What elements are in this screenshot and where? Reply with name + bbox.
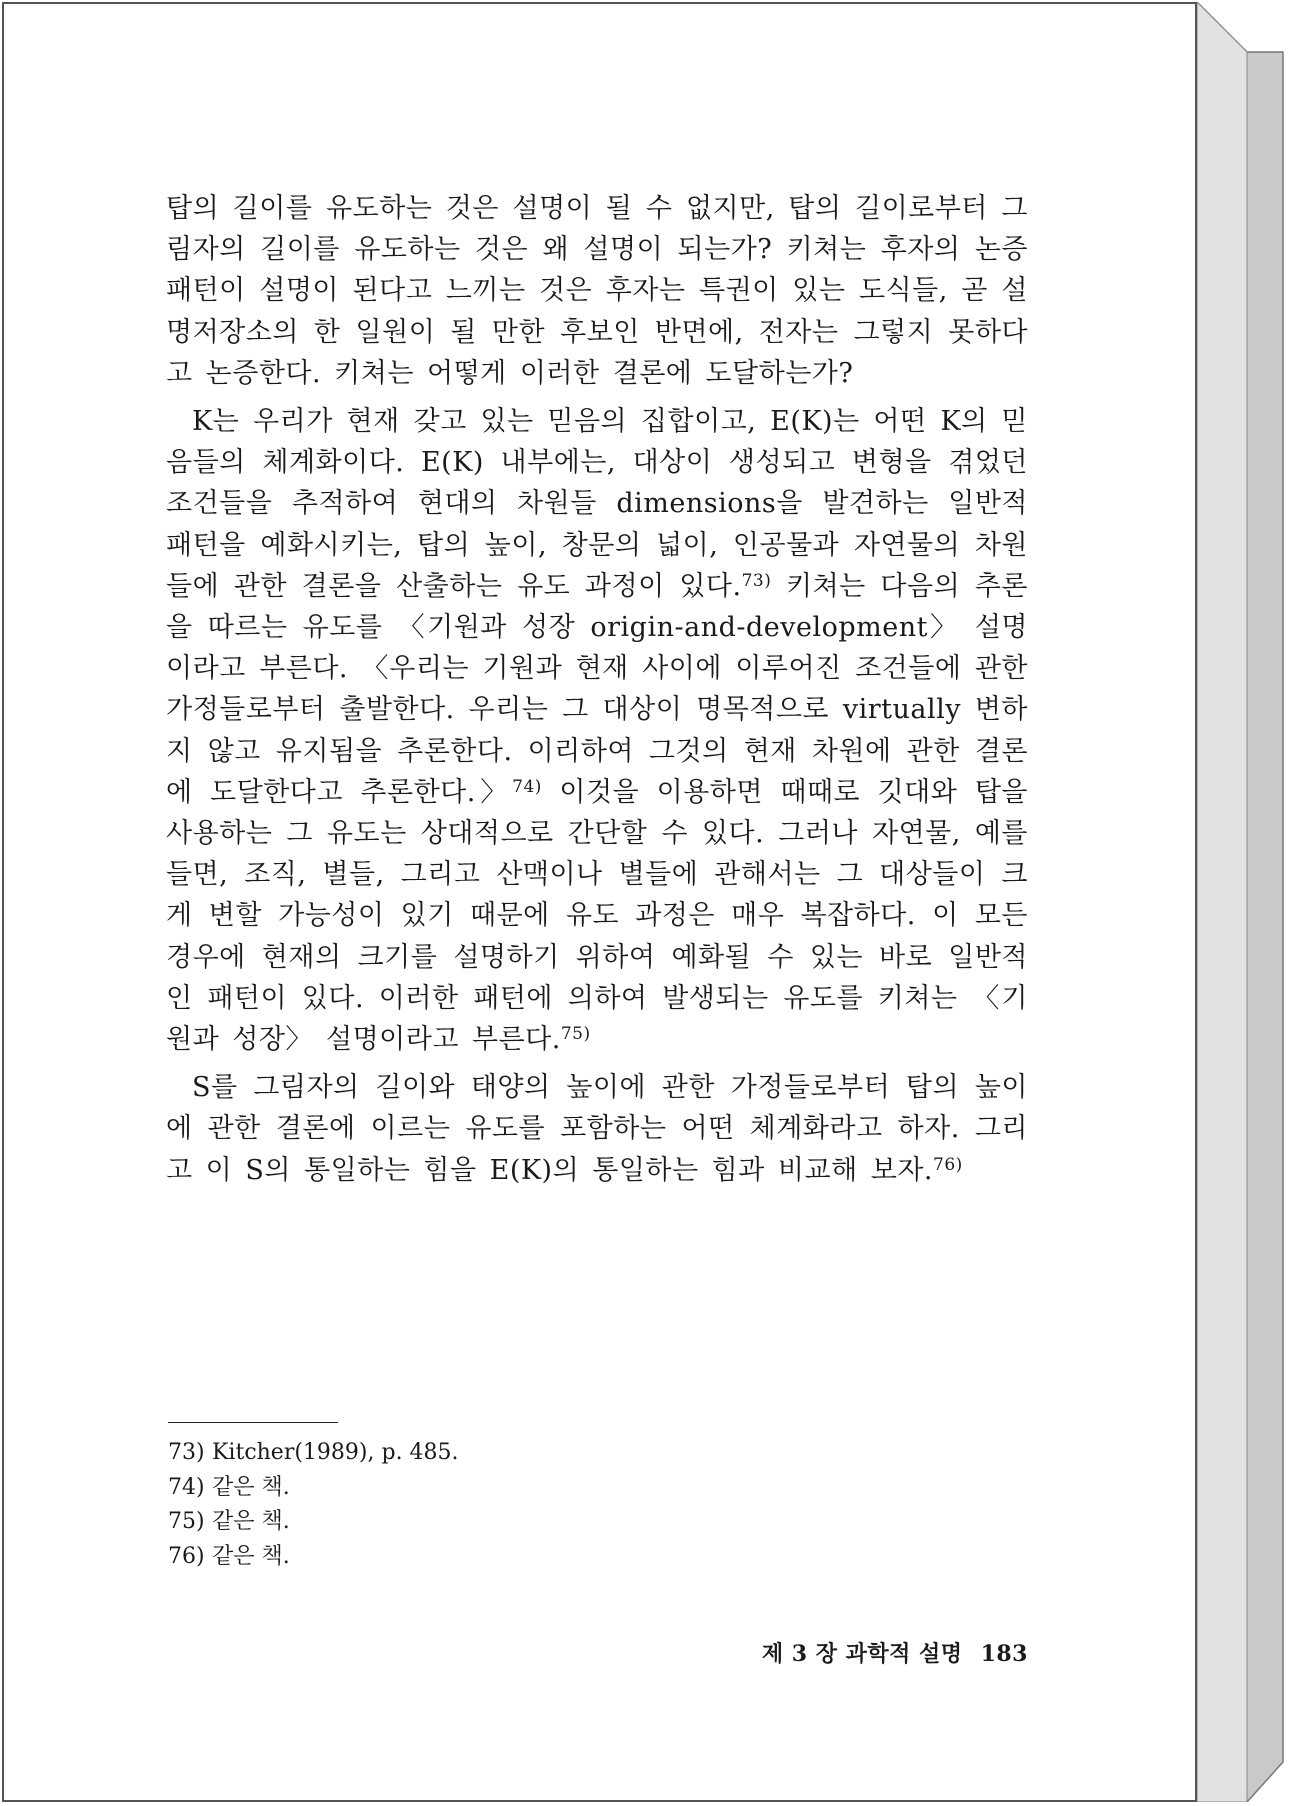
footnote-divider [168,1422,338,1423]
paragraph-3-text: S를 그림자의 길이와 태양의 높이에 관한 가정들로부터 탑의 높이에 관한 결론에 이르는 유도를 포함하는 어떤 체계화라고 하자. 그리고 이 S의 통일하는 힘을 E(K)의 통일하는 힘과 비교해 보자. [166,1072,1028,1186]
footnote-ref-75: 75) [560,1024,591,1045]
paragraph-2-part-b: 키쳐는 다음의 추론을 따르는 유도를 〈기원과 성장 origin-and-development〉 설명이라고 부른다. 〈우리는 기원과 현재 사이에 이루어진 조건들에 관한 가정들로부터 출발한다. 우리는 그 대상이 명목적으로 virtually 변하지 않고 유지됨을 추론한다. 이리하여 그것의 현재 차원에 관한 결론에 도달한다고 추론한다.〉 [166,570,1029,808]
footnote-73 [168,1436,868,1471]
footnote-ref-76: 76) [933,1154,963,1175]
footnote-number: 75) [168,1509,205,1534]
footnotes [168,1436,868,1574]
footnote-number: 76) [168,1543,205,1569]
footnote-75 [168,1505,868,1540]
footnote-ref-73: 73) [741,570,772,591]
running-footer [640,1637,1028,1668]
footnote-text: 같은 책. [212,1543,290,1569]
paragraph-2-part-c: 이것을 이용하면 때때로 깃대와 탑을 사용하는 그 유도는 상대적으로 간단할 수 있다. 그러나 자연물, 예를 들면, 조직, 별들, 그리고 산맥이나 별들에 관해서는 그 대상들이 크게 변할 가능성이 있기 때문에 유도 과정은 매우 복잡하다. 이 모든 경우에 현재의 크기를 설명하기 위하여 예화될 수 있는 바로 일반적인 패턴이 있다. 이러한 패턴에 의하여 발생되는 유도를 키쳐는 〈기원과 성장〉 설명이라고 부른다. [166,776,1028,1056]
footnote-text: 같은 책. [212,1509,290,1534]
paragraph-1: 탑의 길이를 유도하는 것은 설명이 될 수 없지만, 탑의 길이로부터 그림자의 길이를 유도하는 것은 왜 설명이 되는가? 키쳐는 후자의 논증 패턴이 설명이 된다고 느끼는 것은 후자는 특권이 있는 도식들, 곧 설명저장소의 한 일원이 될 만한 후보인 반면에, 전자는 그렇지 못하다고 논증한다. 키쳐는 어떻게 이러한 결론에 도달하는가? [166,193,1028,389]
footnote-number: 73) [168,1440,205,1465]
footnote-76 [168,1540,868,1575]
paragraph-2-part-a: K는 우리가 현재 갖고 있는 믿음의 집합이고, E(K)는 어떤 K의 믿음들의 체계화이다. E(K) 내부에는, 대상이 생성되고 변형을 겪었던 조건들을 추적하여 현대의 차원들 dimensions을 발견하는 일반적 패턴을 예화시키는, 탑의 높이, 창문의 넓이, 인공물과 자연물의 차원들에 관한 결론을 산출하는 유도 과정이 있다. [166,406,1028,602]
footnote-text: Kitcher(1989), p. 485. [212,1440,459,1465]
page-number: 183 [980,1641,1028,1667]
footnote-text: 같은 책. [212,1474,290,1500]
paragraph-2 [166,401,1028,1060]
footnote-ref-74: 74) [512,776,542,797]
chapter-title: 제 3 장 과학적 설명 [761,1641,963,1667]
paragraph-3 [166,1067,1028,1191]
footnote-number: 74) [168,1474,205,1500]
body-text [166,188,1028,1198]
page-edge-stack [1197,2,1293,1802]
footnote-74 [168,1471,868,1506]
